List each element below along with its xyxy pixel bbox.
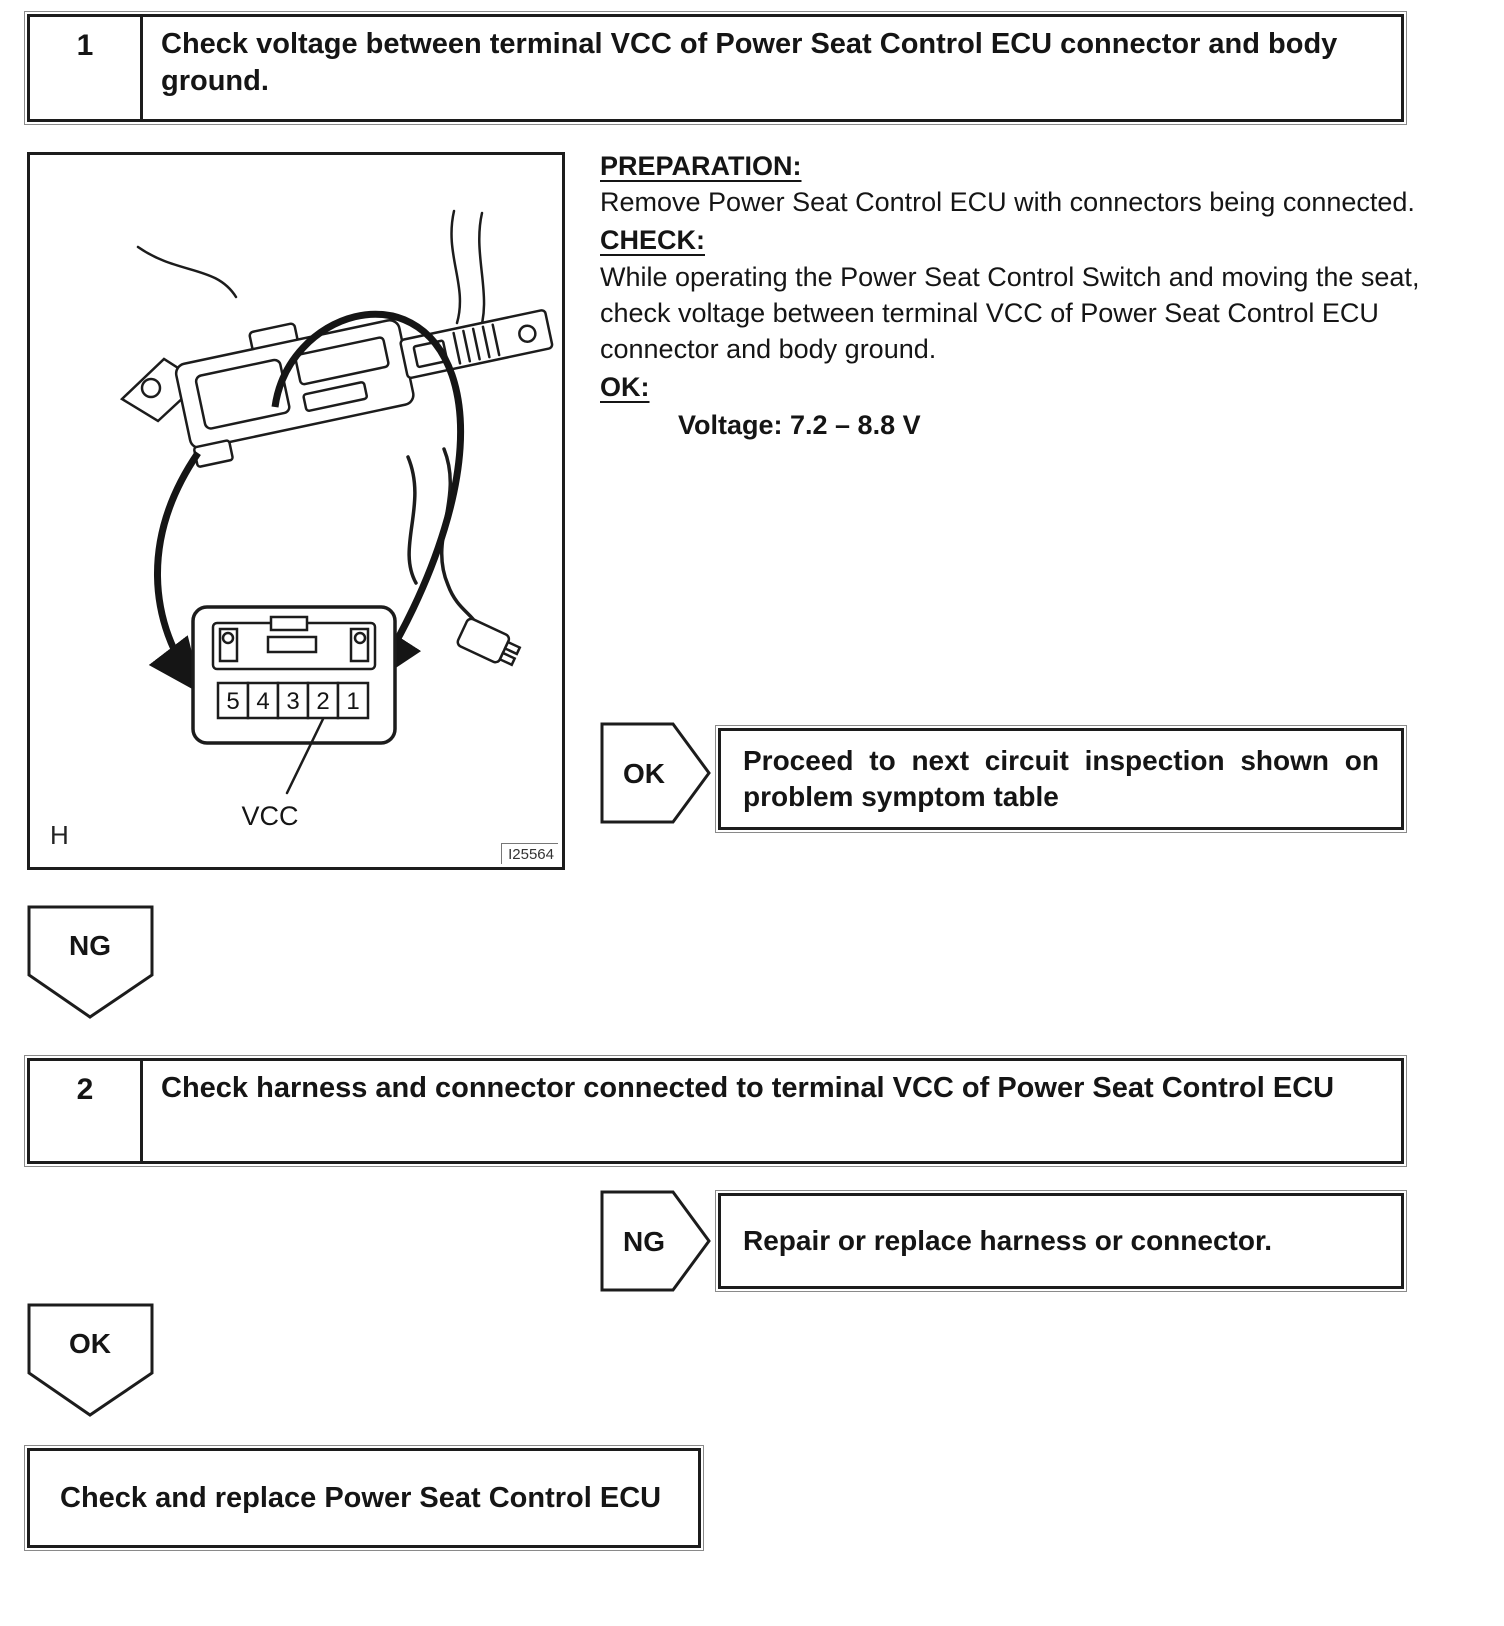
connector-face bbox=[193, 607, 395, 743]
figure-box bbox=[27, 152, 565, 870]
harness-wire bbox=[408, 457, 416, 583]
ng-action-box bbox=[718, 1193, 1404, 1289]
wire-line bbox=[452, 211, 460, 323]
ok-down-arrow-shape bbox=[29, 1305, 152, 1415]
ok-branch-label: OK bbox=[623, 758, 665, 789]
final-result-box bbox=[27, 1448, 701, 1548]
check-text: While operating the Power Seat Control Switch and moving the seat, check voltage between terminal VCC of Power Seat Control ECU connector and body ground. bbox=[600, 261, 1420, 364]
ng-flow-tag bbox=[27, 905, 154, 1019]
ng-branch-tag bbox=[600, 1190, 712, 1292]
step-2-number: 2 bbox=[30, 1061, 143, 1161]
figure-id: I25564 bbox=[501, 843, 558, 864]
preparation-heading: PREPARATION: bbox=[600, 151, 802, 181]
ng-action-text: Repair or replace harness or connector. bbox=[743, 1224, 1273, 1256]
final-result-text: Check and replace Power Seat Control ECU bbox=[60, 1481, 662, 1514]
pin-number: 1 bbox=[346, 688, 360, 715]
pin-number: 2 bbox=[316, 688, 330, 715]
instruction-text-block bbox=[600, 146, 1432, 443]
step-2-title: Check harness and connector connected to terminal VCC of Power Seat Control ECU bbox=[161, 1072, 1335, 1104]
vcc-label: VCC bbox=[241, 801, 299, 831]
figure-corner-label: H bbox=[50, 820, 69, 850]
pin-number: 4 bbox=[256, 688, 270, 715]
check-heading: CHECK: bbox=[600, 225, 705, 256]
step-1-box bbox=[27, 14, 1404, 122]
ok-flow-tag bbox=[27, 1303, 154, 1417]
harness-connector bbox=[456, 617, 522, 669]
ok-spec-value: Voltage: 7.2 – 8.8 V bbox=[678, 410, 921, 441]
ecu-illustration bbox=[30, 155, 562, 867]
ng-down-arrow-shape bbox=[29, 907, 152, 1017]
step-1-title: Check voltage between terminal VCC of Power Seat Control ECU connector and body ground. bbox=[161, 28, 1338, 98]
ok-heading: OK: bbox=[600, 372, 650, 403]
ng-flow-label: NG bbox=[69, 930, 111, 961]
preparation-text: Remove Power Seat Control ECU with connectors being connected. bbox=[600, 187, 1415, 218]
ok-action-box bbox=[718, 728, 1404, 830]
ok-branch-tag bbox=[600, 722, 712, 824]
ng-branch-label: NG bbox=[623, 1226, 665, 1257]
wire-line bbox=[138, 247, 236, 297]
wire-line bbox=[478, 213, 484, 337]
ok-flow-label: OK bbox=[69, 1328, 111, 1359]
ecu-body bbox=[171, 271, 562, 467]
step-2-box bbox=[27, 1058, 1404, 1164]
ok-action-text: Proceed to next circuit inspection shown on problem symptom table bbox=[743, 744, 1379, 812]
connector-pins bbox=[218, 683, 368, 718]
step-1-number: 1 bbox=[30, 17, 143, 119]
pin-number: 3 bbox=[286, 688, 300, 715]
pin-number: 5 bbox=[226, 688, 240, 715]
